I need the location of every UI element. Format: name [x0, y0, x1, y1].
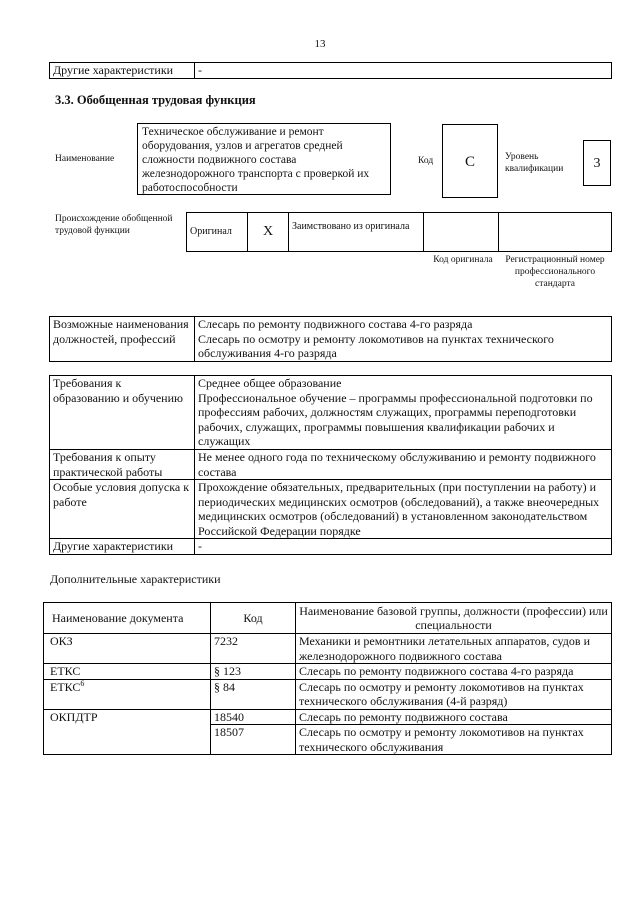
level-value-box: [583, 140, 611, 186]
position-line: Слесарь по ремонту подвижного состава 4-го разряда: [198, 317, 473, 331]
section-title: 3.3. Обобщенная трудовая функция: [55, 93, 256, 107]
other-characteristics-value: -: [195, 63, 612, 79]
row-name: Механики и ремонтники летательных аппаратов, судов и железнодорожного подвижного состава: [296, 634, 612, 664]
original-mark: X: [248, 213, 289, 252]
row-code: 18540: [211, 709, 296, 725]
additional-row: [44, 664, 612, 680]
row-name: Слесарь по осмотру и ремонту локомотивов на пунктах технического обслуживания (4-й разряд): [296, 679, 612, 709]
requirement-row: [50, 450, 612, 480]
requirement-label: Другие характеристики: [50, 539, 195, 555]
level-label: Уровень квалификации: [505, 152, 564, 174]
requirement-row: [50, 539, 612, 555]
row-name: Слесарь по ремонту подвижного состава: [296, 709, 612, 725]
level-value: 3: [593, 156, 601, 171]
requirement-line: -: [198, 539, 202, 553]
additional-table: [43, 602, 612, 755]
requirement-row: [50, 480, 612, 539]
other-characteristics-label: Другие характеристики: [50, 63, 195, 79]
row-code: § 123: [211, 664, 296, 680]
origin-table: [186, 212, 612, 252]
positions-label: Возможные наименования должностей, профессий: [50, 317, 195, 362]
positions-values: [195, 317, 612, 362]
requirement-value: [195, 539, 612, 555]
requirement-label: Требования к образованию и обучению: [50, 376, 195, 450]
function-name-value: Техническое обслуживание и ремонт оборудования, узлов и агрегатов средней сложности подвижного состава железнодорожного транспорта с проверкой их работоспособности: [142, 126, 370, 194]
requirement-value: [195, 480, 612, 539]
requirement-line: Среднее общее образование: [198, 376, 342, 390]
requirement-value: [195, 450, 612, 480]
footnote-marker: 6: [80, 678, 85, 688]
requirement-line: Не менее одного года по техническому обслуживанию и ремонту подвижного состава: [198, 450, 596, 479]
row-document: ЕТКС: [44, 664, 211, 680]
code-value-box: [442, 124, 498, 198]
row-document: ОКЗ: [44, 634, 211, 664]
requirement-value: [195, 376, 612, 450]
registration-number-cell: [499, 213, 612, 252]
additional-row: [44, 679, 612, 709]
requirement-row: [50, 376, 612, 450]
original-code-cell: [424, 213, 499, 252]
additional-row: [44, 709, 612, 725]
requirement-line: Профессиональное обучение – программы профессиональной подготовки по профессиям рабочих, должностям служащих, программы переподготовки рабочих, служащих, программы повышения квалификации рабочих и служащих: [198, 390, 593, 448]
header-code: Код: [211, 603, 296, 634]
page-number: 13: [314, 38, 326, 50]
origin-label: Происхождение обобщенной трудовой функции: [55, 214, 173, 236]
row-document: ОКПДТР: [44, 709, 211, 755]
borrowed-label: Заимствовано из оригинала: [289, 213, 424, 252]
position-line: Слесарь по осмотру и ремонту локомотивов на пунктах технического обслуживания 4-го разряда: [198, 331, 554, 360]
top-other-characteristics-table: [49, 62, 612, 79]
name-label: Наименование: [55, 154, 115, 164]
registration-caption: Регистрационный номер профессионального стандарта: [505, 255, 605, 289]
row-name: Слесарь по осмотру и ремонту локомотивов на пунктах технического обслуживания: [296, 725, 612, 755]
function-name-box: [137, 123, 391, 195]
requirements-table: [49, 375, 612, 555]
positions-table: [49, 316, 612, 362]
code-label: Код: [418, 156, 434, 166]
code-original-caption: Код оригинала: [433, 255, 493, 265]
requirement-label: Требования к опыту практической работы: [50, 450, 195, 480]
header-group-name: Наименование базовой группы, должности (профессии) или специальности: [296, 603, 612, 634]
additional-title: Дополнительные характеристики: [50, 572, 221, 586]
additional-header-row: [44, 603, 612, 634]
row-code: 18507: [211, 725, 296, 755]
requirement-label: Особые условия допуска к работе: [50, 480, 195, 539]
header-document: Наименование документа: [44, 603, 211, 634]
additional-row: [44, 634, 612, 664]
row-name: Слесарь по ремонту подвижного состава 4-го разряда: [296, 664, 612, 680]
original-label: Оригинал: [187, 213, 248, 252]
row-code: § 84: [211, 679, 296, 709]
requirement-line: Прохождение обязательных, предварительных (при поступлении на работу) и периодических медицинских осмотров (обследований), а также внеочередных медицинских осмотров (обследований) в установленном законодательством Российской Федерации порядке: [198, 480, 600, 538]
row-code: 7232: [211, 634, 296, 664]
code-value: C: [464, 154, 475, 170]
row-document: ЕТКС$^6$: [44, 679, 211, 709]
